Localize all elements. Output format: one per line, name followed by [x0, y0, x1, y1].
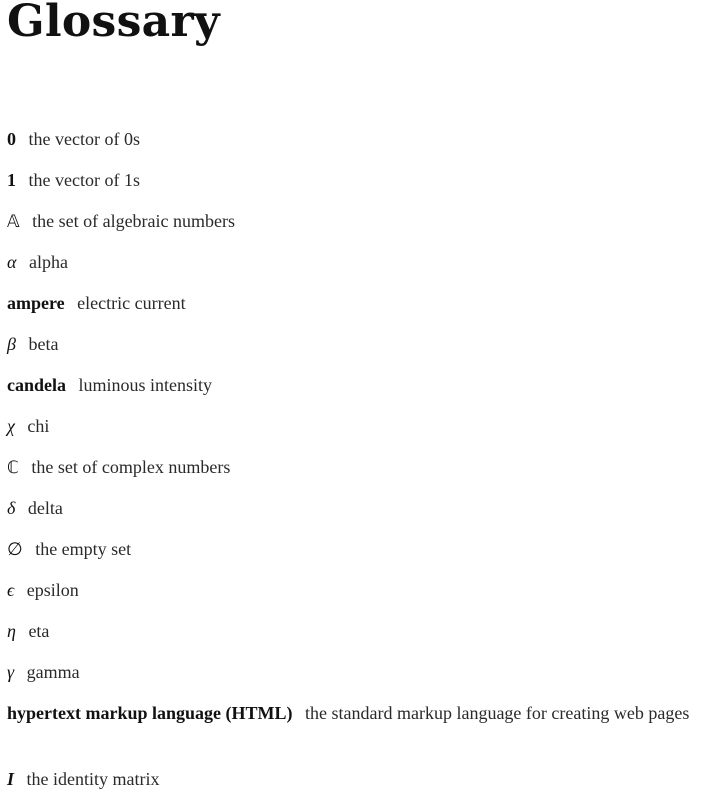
page-title: Glossary [7, 0, 220, 47]
glossary-description: chi [27, 416, 50, 436]
glossary-term: η [7, 621, 16, 641]
glossary-term: candela [7, 375, 67, 395]
glossary-term: ℂ [7, 458, 19, 478]
glossary-entry-identity-matrix [7, 767, 720, 792]
glossary-description: epsilon [26, 580, 79, 600]
glossary-description: the empty set [35, 539, 132, 559]
glossary-term: 1 [7, 170, 16, 190]
glossary-description: the vector of 0s [28, 129, 140, 149]
glossary-description: beta [28, 334, 59, 354]
glossary-description: gamma [26, 662, 80, 682]
glossary-entry-alpha [7, 250, 720, 275]
glossary-description: the set of algebraic numbers [32, 211, 236, 231]
glossary-description: the standard markup language for creating web pages [305, 703, 690, 723]
glossary-term: α [7, 252, 17, 272]
glossary-entry-ones-vector [7, 168, 720, 193]
glossary-term: ϵ [7, 580, 15, 600]
glossary-term: ∅ [7, 539, 23, 559]
glossary-description: eta [28, 621, 50, 641]
glossary-term: β [7, 334, 16, 354]
glossary-entry-chi [7, 414, 720, 439]
glossary-entry-eta [7, 619, 720, 644]
glossary-description: the identity matrix [26, 769, 160, 789]
glossary-entry-delta [7, 496, 720, 521]
glossary-description: the set of complex numbers [31, 457, 231, 477]
glossary-term: hypertext markup language (HTML) [7, 703, 293, 723]
glossary-entry-zero-vector [7, 127, 720, 152]
glossary-entry-gamma [7, 660, 720, 685]
glossary-term: δ [7, 498, 16, 518]
glossary-term: 𝔸 [7, 212, 20, 232]
glossary-entry-complex-numbers [7, 455, 720, 481]
glossary-term: 0 [7, 129, 16, 149]
glossary-entry-epsilon [7, 578, 720, 603]
glossary-entry-beta [7, 332, 720, 357]
glossary-term: γ [7, 662, 15, 682]
glossary-description: delta [27, 498, 63, 518]
glossary-entry-empty-set [7, 537, 720, 562]
glossary-entry-html [7, 701, 720, 726]
glossary-description: electric current [77, 293, 186, 313]
glossary-term: χ [7, 416, 15, 436]
glossary-entry-ampere [7, 291, 720, 316]
glossary-entry-algebraic-numbers [7, 209, 720, 235]
glossary-term: ampere [7, 293, 65, 313]
glossary-description: alpha [28, 252, 68, 272]
glossary-description: luminous intensity [78, 375, 213, 395]
glossary-term: I [7, 769, 15, 789]
glossary-description: the vector of 1s [28, 170, 140, 190]
glossary-entry-candela [7, 373, 720, 398]
